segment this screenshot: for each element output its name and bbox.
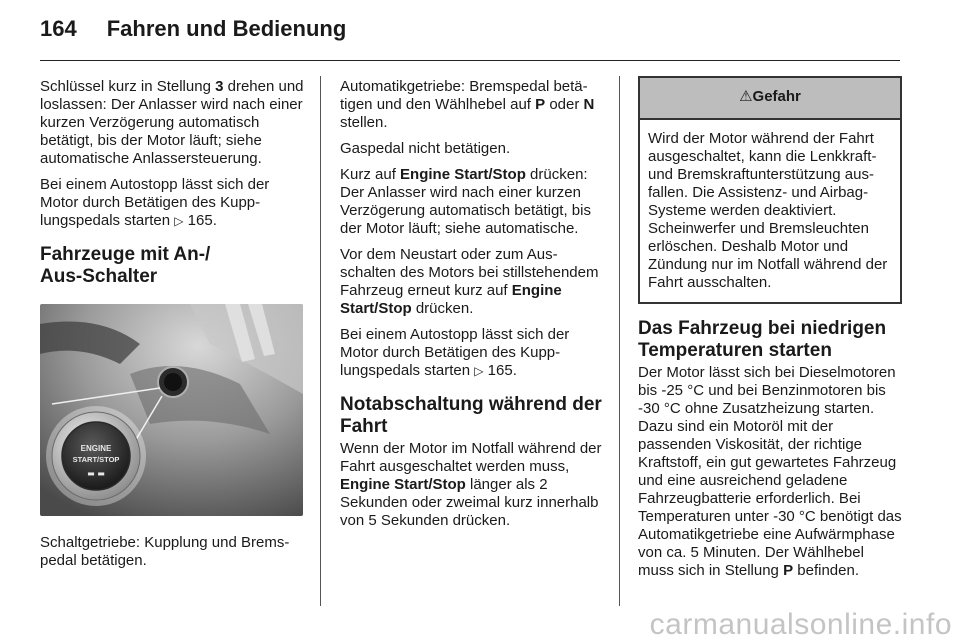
paragraph: Vor dem Neustart oder zum Ausschalten des Motors bei stillstehendem Fahrzeug erneut kurz auf Engine Start/Stop drücken. xyxy=(340,246,599,317)
page-number: 164 xyxy=(40,16,77,41)
column-1 xyxy=(40,78,308,578)
paragraph: Wenn der Motor im Notfall während der Fahrt ausgeschaltet werden muss, Engine Start/Stop länger als 2 Sekunden oder zweimal kurz innerhalb von 5 Sekunden drücken. xyxy=(340,440,602,529)
page-ref: 165. xyxy=(483,362,517,379)
button-label-line2: START/STOP xyxy=(72,455,120,464)
watermark: carmanualsonline.info xyxy=(649,608,952,641)
warning-body: Wird der Motor während der Fahrt ausgeschaltet, kann die Lenkkraft- und Bremskraftunterstützung ausfallen. Die Assistenz- und Airbag-Systeme werden deaktiviert. Scheinwerfer und Bremsleuchten erlöschen. Deshalb Motor und Zündung nur im Notfall während der Fahrt ausschalten. xyxy=(648,130,888,291)
page-header xyxy=(40,16,346,52)
warning-triangle-icon: ⚠ xyxy=(739,88,753,105)
warning-title: ⚠Gefahr xyxy=(640,78,900,120)
paragraph: Kurz auf Engine Start/Stop drücken: Der Anlasser wird nach einer kurzen Verzögerung automatisch betätigt, bis der Motor läuft; siehe automatische. xyxy=(340,166,591,237)
paragraph: Bei einem Autostopp lässt sich der Motor durch Betätigen des Kupplungspedals starten ▷ 165. xyxy=(340,326,570,379)
page-title: Fahren und Bedienung xyxy=(106,16,347,41)
section-heading: Notabschaltung während der Fahrt xyxy=(340,394,602,437)
engine-start-stop-photo xyxy=(40,304,303,516)
paragraph: Schaltgetriebe: Kupplung und Bremspedal betätigen. xyxy=(40,534,290,569)
column-2 xyxy=(340,78,602,538)
section-heading: Das Fahrzeug bei niedrigen Temperaturen starten xyxy=(638,318,887,361)
page-ref: 165. xyxy=(183,212,217,229)
column-divider xyxy=(619,76,620,606)
page-ref-arrow-icon: ▷ xyxy=(174,214,184,228)
column-divider xyxy=(320,76,321,606)
paragraph: Der Motor lässt sich bei Dieselmotoren bis -25 °C und bei Benzinmotoren bis -30 °C ohne Zusatzheizung starten. Dazu sind ein Motoröl mit der passenden Viskosität, der richtige Kraftstoff, ein gut gewartetes Fahrzeug und eine ausreichend geladene Fahrzeugbatterie erforderlich. Bei Temperaturen unter -30 °C benötigt das Automatikgetriebe eine Aufwärmphase von ca. 5 Minuten. Der Wählhebel muss sich in Stellung P befinden. xyxy=(638,364,902,579)
paragraph: Schlüssel kurz in Stellung 3 drehen und loslassen: Der Anlasser wird nach einer kurzen Verzögerung automatisch betätigt, bis der Motor läuft; siehe automatische Anlassersteuerung. xyxy=(40,78,304,167)
warning-box xyxy=(638,76,902,304)
button-label-line1: ENGINE xyxy=(80,444,112,453)
paragraph: Gaspedal nicht betätigen. xyxy=(340,140,511,157)
paragraph: Bei einem Autostopp lässt sich der Motor durch Betätigen des Kupplungspedals starten ▷ 165. xyxy=(40,176,270,229)
header-rule xyxy=(40,60,900,61)
button-led-icon: ▬ ▬ xyxy=(87,469,105,478)
column-3 xyxy=(638,76,902,588)
paragraph: Automatikgetriebe: Bremspedal betätigen und den Wählhebel auf P oder N stellen. xyxy=(340,78,595,131)
page-ref-arrow-icon: ▷ xyxy=(474,364,484,378)
section-heading: Fahrzeuge mit An-/ Aus-Schalter xyxy=(40,244,211,287)
